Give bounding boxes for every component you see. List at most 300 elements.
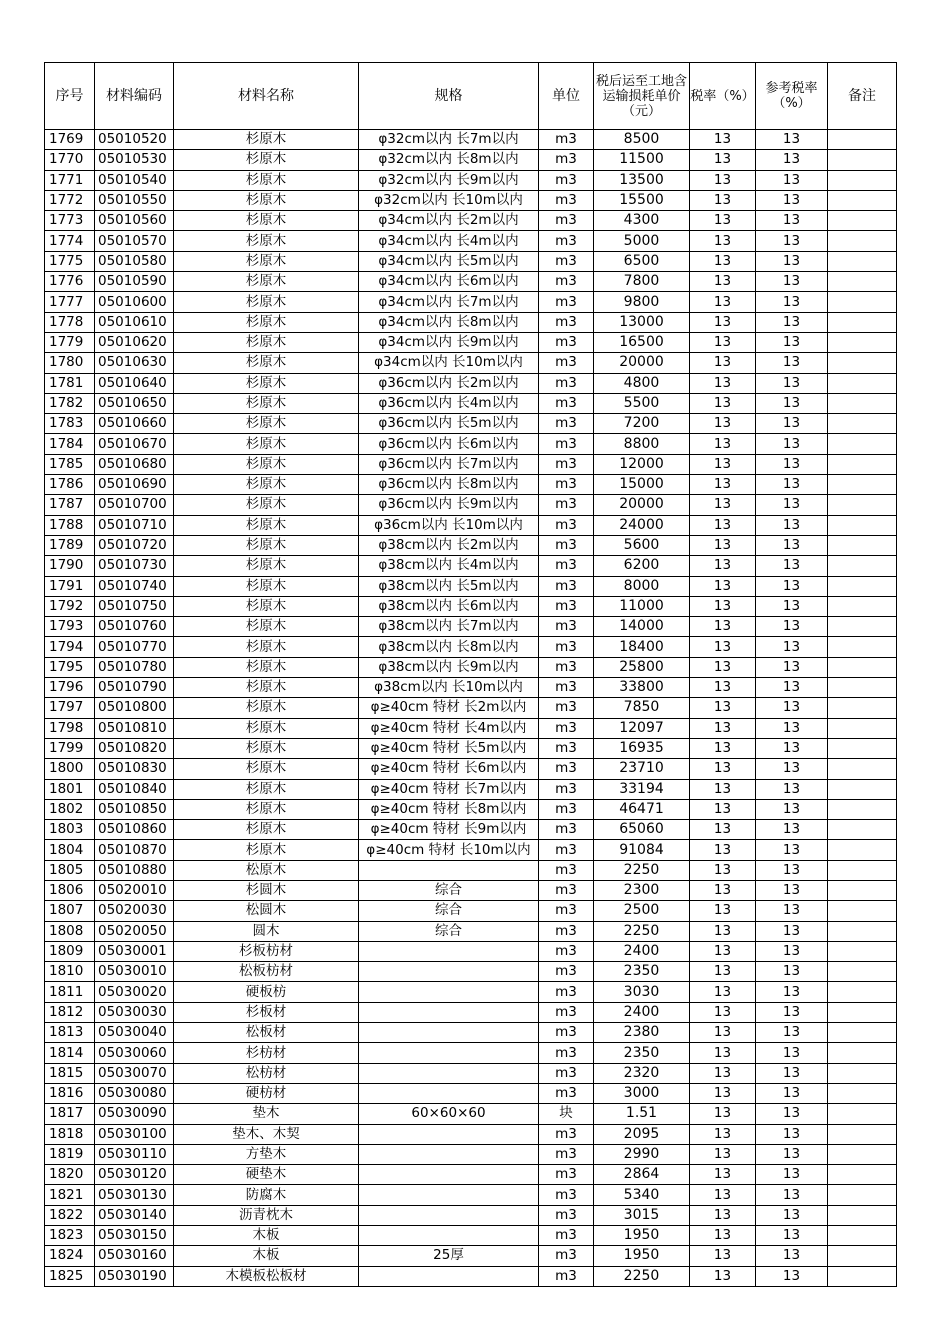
code-cell: 05010670 [95,434,174,454]
price-cell: 33800 [594,678,690,698]
seq-cell: 1790 [45,556,95,576]
table-row [45,475,897,495]
spec-cell: φ34cm以内 长5m以内 [359,251,539,271]
unit-cell: m3 [539,475,594,495]
remark-cell [828,312,897,332]
spec-cell: φ32cm以内 长7m以内 [359,130,539,150]
spec-cell: φ34cm以内 长4m以内 [359,231,539,251]
table-row [45,1124,897,1144]
remark-cell [828,272,897,292]
seq-cell: 1779 [45,332,95,352]
spec-cell: φ34cm以内 长7m以内 [359,292,539,312]
tax-cell: 13 [690,941,756,961]
ref-tax-cell: 13 [756,576,828,596]
price-cell: 2990 [594,1144,690,1164]
seq-cell: 1791 [45,576,95,596]
remark-cell [828,393,897,413]
spec-cell: φ38cm以内 长6m以内 [359,596,539,616]
code-cell: 05030090 [95,1104,174,1124]
code-cell: 05010840 [95,779,174,799]
code-cell: 05030160 [95,1246,174,1266]
code-cell: 05010610 [95,312,174,332]
remark-cell [828,1083,897,1103]
remark-cell [828,1023,897,1043]
table-row [45,860,897,880]
unit-cell: m3 [539,779,594,799]
ref-tax-cell: 13 [756,1205,828,1225]
remark-cell [828,1124,897,1144]
table-row [45,454,897,474]
price-cell: 1950 [594,1246,690,1266]
unit-cell: m3 [539,251,594,271]
tax-cell: 13 [690,535,756,555]
tax-cell: 13 [690,820,756,840]
ref-tax-cell: 13 [756,1165,828,1185]
table-row [45,170,897,190]
remark-cell [828,596,897,616]
header-row [45,63,897,130]
table-row [45,982,897,1002]
table-row [45,941,897,961]
ref-tax-cell: 13 [756,231,828,251]
name-cell: 杉原木 [174,475,359,495]
col-header-unit: 单位 [539,63,594,130]
ref-tax-cell: 13 [756,880,828,900]
tax-cell: 13 [690,962,756,982]
seq-cell: 1784 [45,434,95,454]
name-cell: 杉原木 [174,170,359,190]
tax-cell: 13 [690,657,756,677]
seq-cell: 1771 [45,170,95,190]
spec-cell: φ34cm以内 长10m以内 [359,353,539,373]
ref-tax-cell: 13 [756,292,828,312]
remark-cell [828,921,897,941]
tax-cell: 13 [690,475,756,495]
unit-cell: m3 [539,637,594,657]
table-row [45,1063,897,1083]
spec-cell: 综合 [359,901,539,921]
spec-cell [359,1083,539,1103]
ref-tax-cell: 13 [756,1185,828,1205]
name-cell: 杉原木 [174,272,359,292]
tax-cell: 13 [690,921,756,941]
tax-cell: 13 [690,576,756,596]
spec-cell [359,941,539,961]
tax-cell: 13 [690,840,756,860]
unit-cell: 块 [539,1104,594,1124]
name-cell: 木板 [174,1246,359,1266]
code-cell: 05010870 [95,840,174,860]
unit-cell: m3 [539,880,594,900]
ref-tax-cell: 13 [756,1083,828,1103]
code-cell: 05010800 [95,698,174,718]
seq-cell: 1782 [45,393,95,413]
name-cell: 杉原木 [174,738,359,758]
seq-cell: 1809 [45,941,95,961]
name-cell: 杉原木 [174,617,359,637]
table-row [45,130,897,150]
remark-cell [828,617,897,637]
price-cell: 8800 [594,434,690,454]
price-cell: 13500 [594,170,690,190]
ref-tax-cell: 13 [756,860,828,880]
name-cell: 杉原木 [174,596,359,616]
table-row [45,414,897,434]
spec-cell: φ36cm以内 长4m以内 [359,393,539,413]
unit-cell: m3 [539,921,594,941]
name-cell: 垫木 [174,1104,359,1124]
code-cell: 05010580 [95,251,174,271]
remark-cell [828,373,897,393]
tax-cell: 13 [690,860,756,880]
table-row [45,251,897,271]
price-cell: 15500 [594,190,690,210]
ref-tax-cell: 13 [756,272,828,292]
ref-tax-cell: 13 [756,332,828,352]
ref-tax-cell: 13 [756,962,828,982]
unit-cell: m3 [539,272,594,292]
name-cell: 杉原木 [174,657,359,677]
name-cell: 木模板松板材 [174,1266,359,1286]
ref-tax-cell: 13 [756,1226,828,1246]
name-cell: 松枋材 [174,1063,359,1083]
table-row [45,353,897,373]
col-header-code: 材料编码 [95,63,174,130]
remark-cell [828,637,897,657]
name-cell: 杉原木 [174,150,359,170]
ref-tax-cell: 13 [756,941,828,961]
ref-tax-cell: 13 [756,982,828,1002]
name-cell: 松板枋材 [174,962,359,982]
price-cell: 16935 [594,738,690,758]
unit-cell: m3 [539,515,594,535]
seq-cell: 1820 [45,1165,95,1185]
table-row [45,617,897,637]
price-cell: 7850 [594,698,690,718]
name-cell: 方垫木 [174,1144,359,1164]
seq-cell: 1770 [45,150,95,170]
tax-cell: 13 [690,231,756,251]
unit-cell: m3 [539,698,594,718]
unit-cell: m3 [539,982,594,1002]
seq-cell: 1787 [45,495,95,515]
seq-cell: 1774 [45,231,95,251]
tax-cell: 13 [690,982,756,1002]
price-cell: 24000 [594,515,690,535]
spec-cell: φ≥40cm 特材 长5m以内 [359,738,539,758]
seq-cell: 1803 [45,820,95,840]
tax-cell: 13 [690,556,756,576]
seq-cell: 1794 [45,637,95,657]
code-cell: 05020010 [95,880,174,900]
name-cell: 杉原木 [174,495,359,515]
seq-cell: 1797 [45,698,95,718]
spec-cell [359,1205,539,1225]
unit-cell: m3 [539,1002,594,1022]
seq-cell: 1799 [45,738,95,758]
spec-cell: φ≥40cm 特材 长2m以内 [359,698,539,718]
unit-cell: m3 [539,535,594,555]
remark-cell [828,170,897,190]
name-cell: 杉圆木 [174,880,359,900]
spec-cell [359,1043,539,1063]
name-cell: 杉原木 [174,353,359,373]
price-cell: 2864 [594,1165,690,1185]
seq-cell: 1808 [45,921,95,941]
unit-cell: m3 [539,556,594,576]
unit-cell: m3 [539,657,594,677]
ref-tax-cell: 13 [756,312,828,332]
seq-cell: 1769 [45,130,95,150]
code-cell: 05010790 [95,678,174,698]
price-cell: 2500 [594,901,690,921]
code-cell: 05010770 [95,637,174,657]
ref-tax-cell: 13 [756,799,828,819]
unit-cell: m3 [539,1043,594,1063]
unit-cell: m3 [539,576,594,596]
unit-cell: m3 [539,231,594,251]
tax-cell: 13 [690,1144,756,1164]
ref-tax-cell: 13 [756,454,828,474]
ref-tax-cell: 13 [756,130,828,150]
code-cell: 05030140 [95,1205,174,1225]
price-cell: 16500 [594,332,690,352]
unit-cell: m3 [539,1023,594,1043]
tax-cell: 13 [690,1063,756,1083]
spec-cell [359,1023,539,1043]
seq-cell: 1783 [45,414,95,434]
tax-cell: 13 [690,1226,756,1246]
name-cell: 杉原木 [174,779,359,799]
price-cell: 2350 [594,962,690,982]
tax-cell: 13 [690,495,756,515]
col-header-spec: 规格 [359,63,539,130]
code-cell: 05010560 [95,211,174,231]
col-header-name: 材料名称 [174,63,359,130]
ref-tax-cell: 13 [756,434,828,454]
table-row [45,820,897,840]
name-cell: 杉原木 [174,190,359,210]
seq-cell: 1824 [45,1246,95,1266]
name-cell: 杉原木 [174,576,359,596]
remark-cell [828,292,897,312]
remark-cell [828,515,897,535]
name-cell: 硬垫木 [174,1165,359,1185]
tax-cell: 13 [690,211,756,231]
remark-cell [828,434,897,454]
code-cell: 05030001 [95,941,174,961]
price-cell: 2250 [594,860,690,880]
name-cell: 杉原木 [174,799,359,819]
table-row [45,393,897,413]
table-row [45,880,897,900]
code-cell: 05010820 [95,738,174,758]
ref-tax-cell: 13 [756,495,828,515]
code-cell: 05030030 [95,1002,174,1022]
unit-cell: m3 [539,130,594,150]
price-cell: 5000 [594,231,690,251]
table-row [45,373,897,393]
seq-cell: 1810 [45,962,95,982]
price-cell: 3015 [594,1205,690,1225]
seq-cell: 1811 [45,982,95,1002]
tax-cell: 13 [690,1246,756,1266]
remark-cell [828,759,897,779]
name-cell: 杉原木 [174,414,359,434]
unit-cell: m3 [539,1185,594,1205]
ref-tax-cell: 13 [756,535,828,555]
price-cell: 3000 [594,1083,690,1103]
seq-cell: 1775 [45,251,95,271]
spec-cell: φ34cm以内 长6m以内 [359,272,539,292]
table-row [45,1165,897,1185]
name-cell: 杉板材 [174,1002,359,1022]
table-row [45,698,897,718]
ref-tax-cell: 13 [756,211,828,231]
price-cell: 11500 [594,150,690,170]
code-cell: 05010730 [95,556,174,576]
table-row [45,150,897,170]
spec-cell [359,962,539,982]
tax-cell: 13 [690,130,756,150]
remark-cell [828,211,897,231]
col-header-price: 税后运至工地含运输损耗单价（元） [594,63,690,130]
remark-cell [828,495,897,515]
table-body [45,130,897,1287]
ref-tax-cell: 13 [756,657,828,677]
remark-cell [828,1144,897,1164]
remark-cell [828,941,897,961]
ref-tax-cell: 13 [756,1023,828,1043]
spec-cell: φ38cm以内 长7m以内 [359,617,539,637]
unit-cell: m3 [539,393,594,413]
price-cell: 12000 [594,454,690,474]
ref-tax-cell: 13 [756,353,828,373]
seq-cell: 1822 [45,1205,95,1225]
price-cell: 14000 [594,617,690,637]
spec-cell [359,1165,539,1185]
name-cell: 杉枋材 [174,1043,359,1063]
tax-cell: 13 [690,738,756,758]
ref-tax-cell: 13 [756,779,828,799]
price-cell: 4300 [594,211,690,231]
price-cell: 6200 [594,556,690,576]
tax-cell: 13 [690,1043,756,1063]
table-row [45,292,897,312]
price-cell: 15000 [594,475,690,495]
name-cell: 杉原木 [174,130,359,150]
price-cell: 5500 [594,393,690,413]
ref-tax-cell: 13 [756,718,828,738]
code-cell: 05030130 [95,1185,174,1205]
price-cell: 2250 [594,1266,690,1286]
spec-cell: φ≥40cm 特材 长8m以内 [359,799,539,819]
name-cell: 杉原木 [174,678,359,698]
table-row [45,1002,897,1022]
spec-cell: 综合 [359,880,539,900]
spec-cell: 60×60×60 [359,1104,539,1124]
price-cell: 91084 [594,840,690,860]
spec-cell [359,982,539,1002]
spec-cell: φ36cm以内 长5m以内 [359,414,539,434]
code-cell: 05010700 [95,495,174,515]
code-cell: 05010760 [95,617,174,637]
remark-cell [828,353,897,373]
remark-cell [828,678,897,698]
seq-cell: 1777 [45,292,95,312]
price-cell: 23710 [594,759,690,779]
unit-cell: m3 [539,1144,594,1164]
name-cell: 松板材 [174,1023,359,1043]
seq-cell: 1798 [45,718,95,738]
table-row [45,556,897,576]
spec-cell: φ36cm以内 长8m以内 [359,475,539,495]
price-cell: 1950 [594,1226,690,1246]
ref-tax-cell: 13 [756,1124,828,1144]
price-cell: 2095 [594,1124,690,1144]
ref-tax-cell: 13 [756,373,828,393]
price-cell: 6500 [594,251,690,271]
seq-cell: 1800 [45,759,95,779]
remark-cell [828,535,897,555]
remark-cell [828,1226,897,1246]
code-cell: 05010720 [95,535,174,555]
spec-cell: φ36cm以内 长6m以内 [359,434,539,454]
spec-cell: φ36cm以内 长9m以内 [359,495,539,515]
spec-cell: φ38cm以内 长9m以内 [359,657,539,677]
name-cell: 杉原木 [174,231,359,251]
unit-cell: m3 [539,799,594,819]
price-cell: 65060 [594,820,690,840]
remark-cell [828,251,897,271]
tax-cell: 13 [690,779,756,799]
remark-cell [828,332,897,352]
material-price-table [44,62,897,1287]
seq-cell: 1823 [45,1226,95,1246]
code-cell: 05010750 [95,596,174,616]
unit-cell: m3 [539,353,594,373]
ref-tax-cell: 13 [756,393,828,413]
tax-cell: 13 [690,414,756,434]
spec-cell: φ32cm以内 长10m以内 [359,190,539,210]
price-cell: 4800 [594,373,690,393]
col-header-ref-tax: 参考税率（%） [756,63,828,130]
price-cell: 8000 [594,576,690,596]
name-cell: 杉原木 [174,718,359,738]
unit-cell: m3 [539,414,594,434]
unit-cell: m3 [539,1165,594,1185]
tax-cell: 13 [690,698,756,718]
ref-tax-cell: 13 [756,596,828,616]
code-cell: 05030080 [95,1083,174,1103]
code-cell: 05020030 [95,901,174,921]
seq-cell: 1780 [45,353,95,373]
tax-cell: 13 [690,1002,756,1022]
ref-tax-cell: 13 [756,150,828,170]
name-cell: 硬枋材 [174,1083,359,1103]
price-cell: 20000 [594,495,690,515]
tax-cell: 13 [690,434,756,454]
col-header-tax: 税率（%） [690,63,756,130]
seq-cell: 1816 [45,1083,95,1103]
name-cell: 木板 [174,1226,359,1246]
table-row [45,1205,897,1225]
unit-cell: m3 [539,1083,594,1103]
table-row [45,718,897,738]
seq-cell: 1818 [45,1124,95,1144]
unit-cell: m3 [539,678,594,698]
tax-cell: 13 [690,170,756,190]
